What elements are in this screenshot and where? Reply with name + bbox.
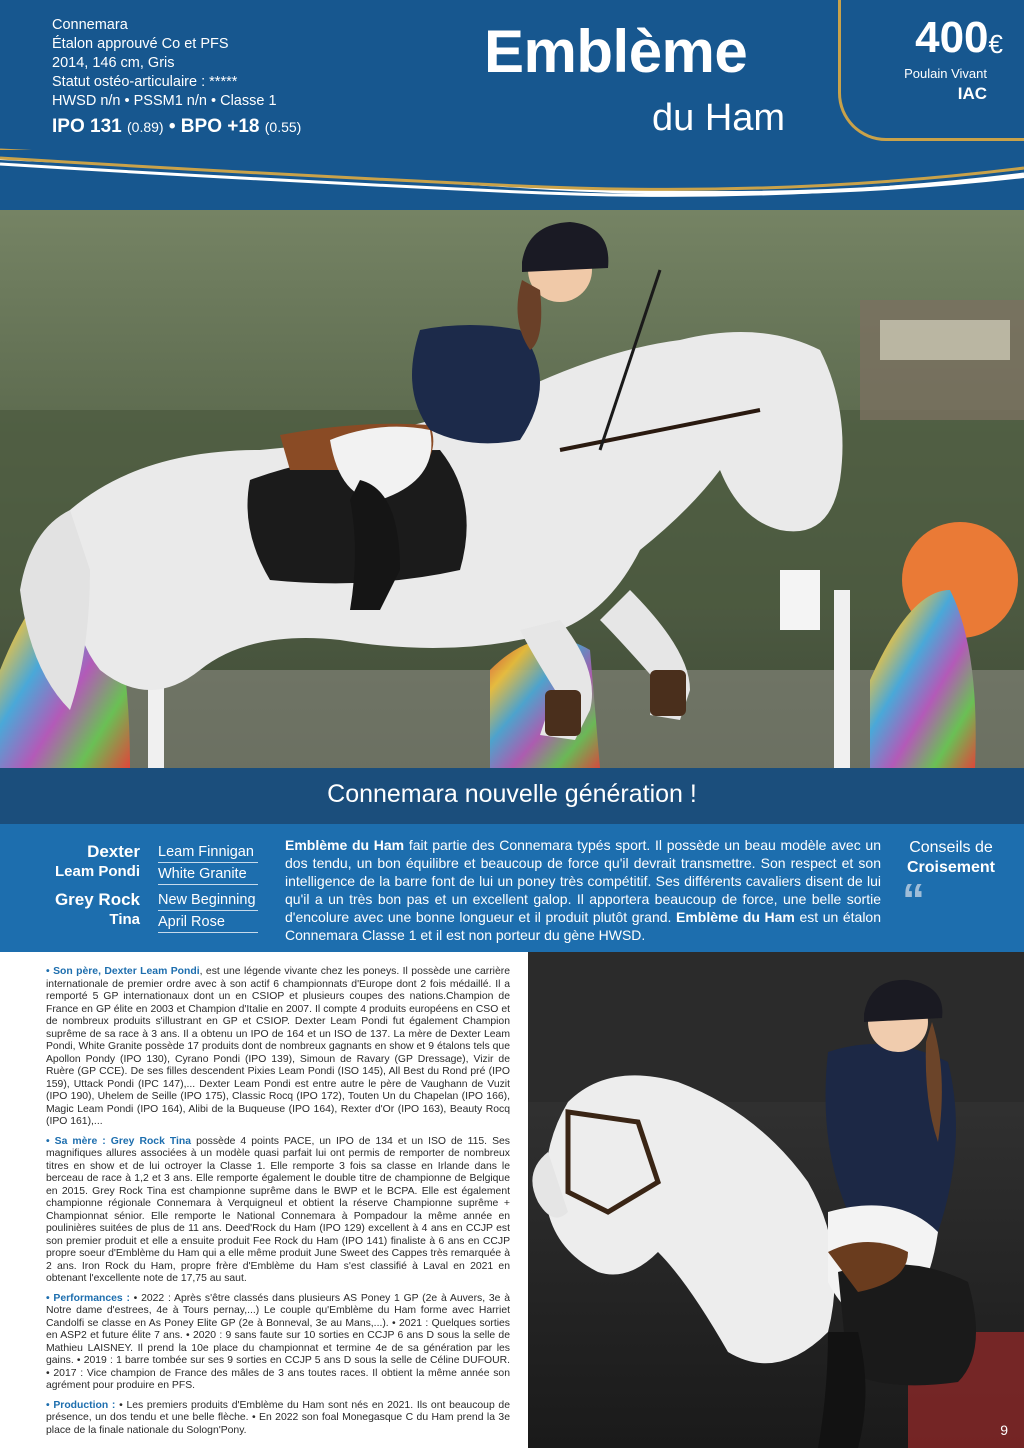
paragraph-production xyxy=(46,1400,510,1438)
performances-label: • Performances : xyxy=(46,1292,130,1304)
secondary-photo-rider xyxy=(528,952,1024,1448)
bpo-value: BPO +18 xyxy=(180,116,260,137)
stallion-affix: du Ham xyxy=(652,97,786,139)
price-code: IAC xyxy=(957,84,987,103)
osteo-status: Statut ostéo-articulaire : ***** xyxy=(52,74,238,90)
production-label: • Production : xyxy=(46,1399,116,1411)
sire-name-suffix: Leam Pondi xyxy=(54,863,140,880)
tagline: Connemara nouvelle génération ! xyxy=(327,780,697,808)
page-number: 9 xyxy=(1000,1422,1008,1438)
header-curve xyxy=(0,150,1024,220)
quote-icon: “ xyxy=(902,874,925,926)
desc-text-2: est un étalon Connemara Classe 1 et il est non porteur du gène HWSD. xyxy=(285,909,881,943)
price-currency: € xyxy=(988,29,1003,59)
ipo-value: IPO 131 xyxy=(52,116,122,137)
index-separator: • xyxy=(168,116,176,137)
dam-dam: April Rose xyxy=(158,912,258,933)
sire-parents xyxy=(158,842,258,886)
dam-label: • Sa mère : Grey Rock Tina xyxy=(46,1135,192,1147)
paragraph-sire xyxy=(46,966,510,1129)
price-condition: Poulain Vivant xyxy=(904,66,987,81)
sire-name: Dexter xyxy=(87,842,140,861)
sire-dam: White Granite xyxy=(158,864,258,885)
conseils-line1: Conseils de xyxy=(909,839,993,856)
price-amount: 400 xyxy=(915,13,989,62)
conseils-line2: Croisement xyxy=(906,859,996,876)
dam-sire: New Beginning xyxy=(158,890,258,911)
stallion-name: Emblème xyxy=(484,18,748,85)
performances-text: • 2022 : Après s'être classés dans plusieurs AS Poney 1 GP (2e à Auvers, 3e à Notre dame d'estrees, 4e à Tours pernay,...) Le couple qu'Emblème du Ham forme avec Harriet Candolfi se classe en As Poney Elite GP (2e à Bonneval, 3e au Mans,...). • 2021 : Quelques sorties en ASP2 et future élite 7 ans. • 2020 : 9 sans faute sur 10 sorties en CCJP 6 ans D sous la selle de Mathieu LAISNEY. Il prend la 10e place du championnat et termine 4e de sa génération par les gains. • 2019 : 1 barre tombée sur ses 9 sorties en CCJP 5 ans D sous la selle de Céline DUFOUR. • 2017 : Vice champion de France des mâles de 3 ans toutes races. Il obtient la même année son agrément pour produire en PFS. xyxy=(46,1292,510,1391)
stallion-description xyxy=(285,836,881,944)
dam xyxy=(55,890,140,930)
tagline-banner xyxy=(0,768,1024,824)
sire-text: , est une légende vivante chez les poneys. Il possède une carrière internationale de premier ordre avec à son actif 6 championnats d'Europe dont 2 fois médaillé. Il a remporté 5 GP internationaux dont un en CSIOP et plusieurs coupes des nations.Champion de France en GP élite en 2003 et Champion d'Italie en 2007. Il compte 4 produits européens en CSO et de nombreux produits s'illustrant en GP et CSIOP. Dexter Leam Pondi fut également Champion suprême de sa race à 3 ans. Il a obtenu un IPO de 164 et un ISO de 137. La mère de Dexter Leam Pondi, White Granite possède 17 produits dont de nombreux gagnants en show et 9 étalons tels que Apollon Pondy (IPO 130), Cyrano Pondi (IPO 139), Simoun de Ravary (GP Dressage), Vizir de Ruère (GP CCE). De ses filles descendent Pixies Leam Pondi (ISO 145), All Best du Rond pré (IPO 159), Uttack Pondi (IPC 147),... Dexter Leam Pondi est entre autre le père de Vaughann de Vuzit (IPO 190), Uhelem de Seille (IPO 175), Classic Rocq (IPO 172), Touten Un du Chapelan (IPO 166), Magic Leam Pondi (IPO 164), Alibi de la Buqueuse (IPO 164), Rexter d'Or (IPO 163), Beauty Rocq (IPO 161),... xyxy=(46,966,510,1127)
sire-label: • Son père, Dexter Leam Pondi xyxy=(46,966,200,977)
stallion-specs xyxy=(52,16,301,137)
sire-sire: Leam Finnigan xyxy=(158,842,258,863)
desc-name-1: Emblème du Ham xyxy=(285,837,405,853)
dam-parents xyxy=(158,890,258,934)
breed: Connemara xyxy=(52,17,128,33)
dam-name: Grey Rock xyxy=(54,890,140,909)
index-line xyxy=(52,117,301,137)
approval: Étalon approuvé Co et PFS xyxy=(52,36,229,52)
dam-name-suffix: Tina xyxy=(109,911,140,928)
pedigree-section xyxy=(0,824,1024,952)
desc-name-2: Emblème du Ham xyxy=(675,909,795,925)
birth-size-color: 2014, 146 cm, Gris xyxy=(52,55,175,71)
main-photo-show-jumping xyxy=(0,150,1024,768)
price-box xyxy=(838,0,1024,141)
sire xyxy=(55,842,140,882)
dam-text: possède 4 points PACE, un IPO de 134 et un ISO de 115. Ses magnifiques allures associées à un modèle quasi parfait lui ont permis de remporter de nombreux titres en show et de lui octroyer la Classe 1. Elle remporte 3 fois sa classe en Irlande dans le berceau de race à 1,2 et 3 ans. Elle remporte également le double titre de championne de Belgique en 2015. Grey Rock Tina est championne suprême dans le BWP et le BCPA. Elle est également championne régionale Connemara à Verquigneul et obtient la réserve Championne suprême + Championnat sénior. Elle remporte le National Connemara à Pompadour la même année en poulinières suitées de plus de 11 ans. Deed'Rock du Ham (IPO 129) excellent à 4 ans en CCJP est son premier produit et elle a ensuite produit Fee Rock du Ham (IPO 141) finaliste à 6 ans en CCJP propre soeur d'Emblème du Ham qui a elle même produit June Sweet des Cappes très remarquée à 2 ans. Iron Rock du Ham, propre frère d'Emblème du Ham s'est classifié à Laval en 2021 en obtenant l'excellente note de 17,75 au saut. xyxy=(46,1135,510,1284)
production-text: • Les premiers produits d'Emblème du Ham sont nés en 2021. Ils ont beaucoup de présence, un dos tendu et une belle flèche. • En 2022 son foal Monegasque C du Ham prend la 3e place de la finale nationale du Sologn'Pony. xyxy=(46,1399,510,1436)
price xyxy=(915,14,1003,62)
genetics: HWSD n/n • PSSM1 n/n • Classe 1 xyxy=(52,93,277,109)
ipo-precision: (0.89) xyxy=(127,119,164,135)
desc-text-1: fait partie des Connemara typés sport. Il possède un beau modèle avec un dos tendu, un bon équilibre et beaucoup de force qu'il devrait transmettre. Son respect et son intelligence de la barre font de lui un poney très compétitif. Ses différents cavaliers disent de lui qu'il a un très bon pas et un excellent galop. Il apportera beaucoup de force, une belle sortie d'encolure avec une bonne longueur et il produit plutôt grand. xyxy=(285,837,881,925)
paragraph-performances xyxy=(46,1293,510,1393)
paragraph-dam xyxy=(46,1136,510,1286)
bpo-precision: (0.55) xyxy=(264,119,302,135)
crossbreeding-advice xyxy=(900,838,1002,926)
article-body xyxy=(46,966,510,1444)
